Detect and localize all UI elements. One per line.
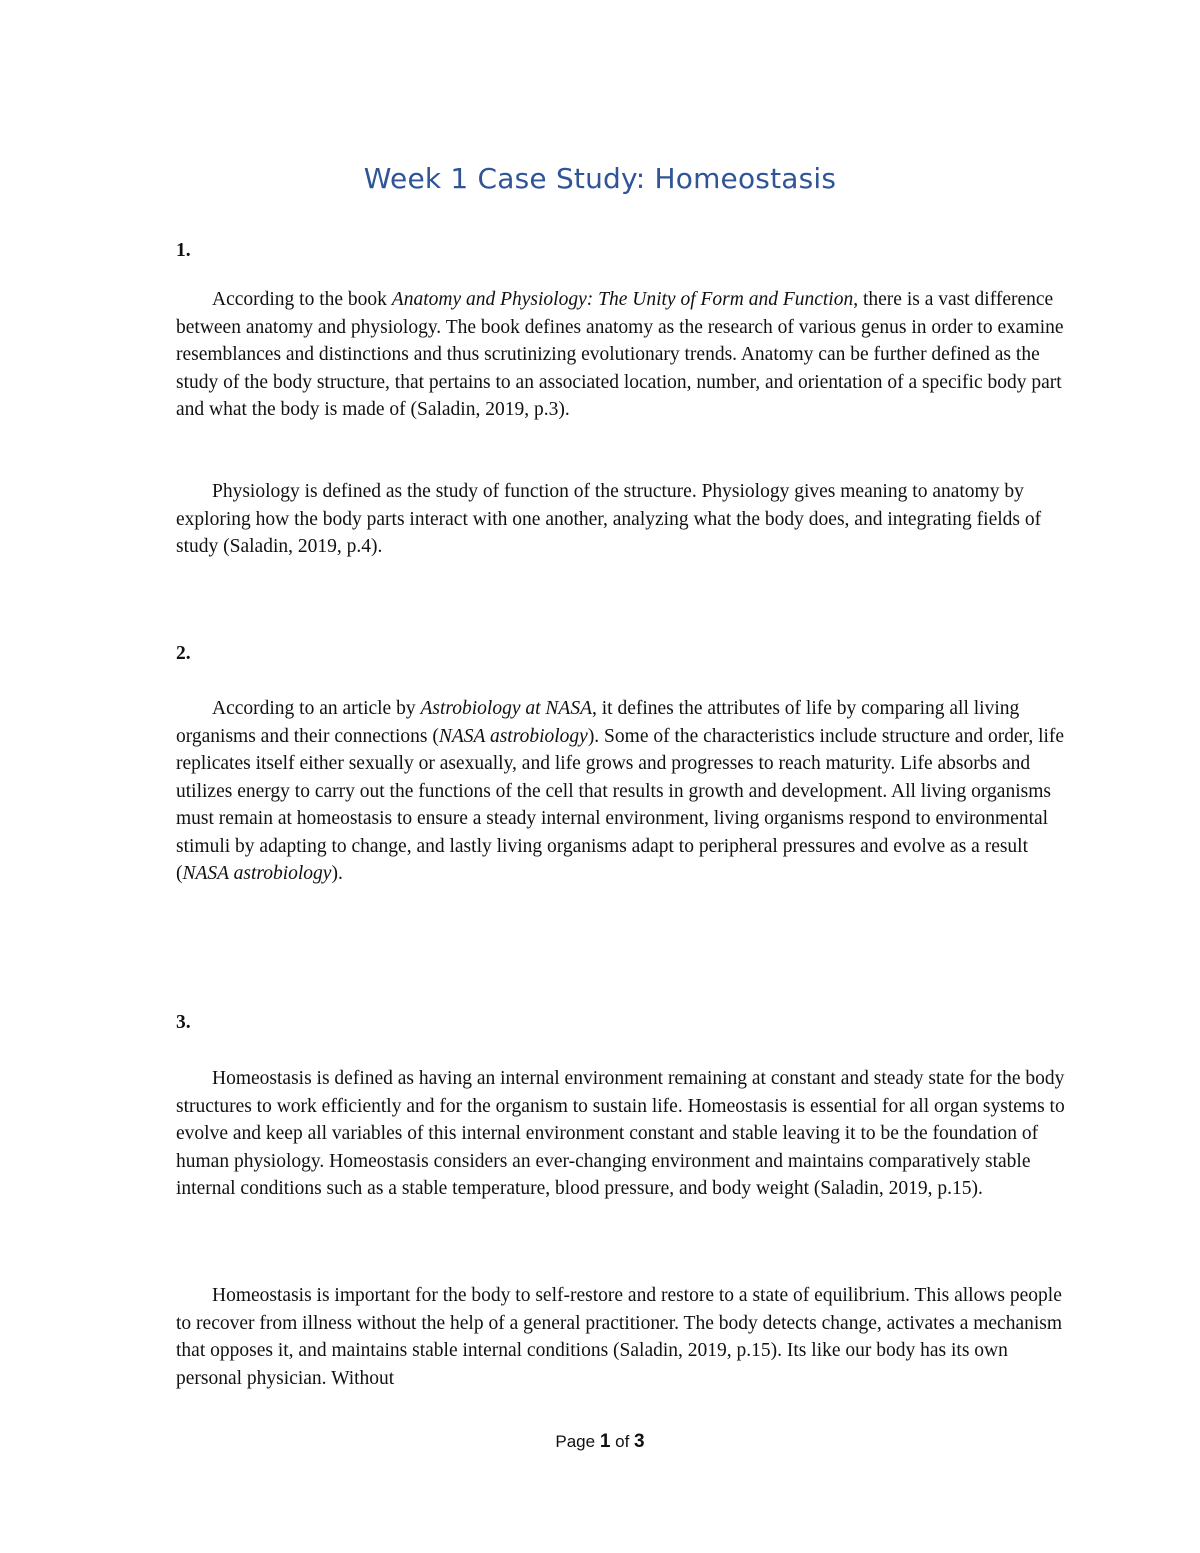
source-name-italic: Astrobiology at NASA <box>420 698 592 719</box>
paragraph-text: Homeostasis is important for the body to self-restore and restore to a state of equilibrium. This allows people to recover from illness without the help of a general practitioner. The body detects change, activates a mechanism that opposes it, and maintains stable internal conditions (Saladin, 2019, p.15). Its like our body has its own personal physician. Without <box>176 1285 1063 1389</box>
paragraph <box>176 1065 1066 1203</box>
current-page-number: 1 <box>599 1431 611 1452</box>
paragraph-text: ). <box>331 863 343 884</box>
document-title: Week 1 Case Study: Homeostasis <box>363 162 837 195</box>
citation-italic: NASA astrobiology <box>182 863 332 884</box>
paragraph <box>176 478 1066 561</box>
total-page-count: 3 <box>634 1431 645 1452</box>
section-number: 2. <box>176 643 191 664</box>
page-of-label: of <box>615 1432 630 1451</box>
paragraph-text: Physiology is defined as the study of function of the structure. Physiology gives meaning to anatomy by exploring how the body parts interact with one another, analyzing what the body does, and integrating fields of study (Saladin, 2019, p.4). <box>176 481 1042 557</box>
paragraph-text: Homeostasis is defined as having an internal environment remaining at constant and steady state for the body structures to work efficiently and for the organism to sustain life. Homeostasis is essential for all organ systems to evolve and keep all variables of this internal environment constant and stable leaving it to be the foundation of human physiology. Homeostasis considers an ever-changing environment and maintains comparatively stable internal conditions such as a stable temperature, blood pressure, and body weight (Saladin, 2019, p.15). <box>176 1068 1065 1199</box>
paragraph-text: ). Some of the characteristics include structure and order, life replicates itself either sexually or asexually, and life grows and progresses to reach maturity. Life absorbs and utilizes energy to carry out the functions of the cell that results in growth and development. All living organisms must remain at homeostasis to ensure a steady internal environment, living organisms respond to environmental stimuli by adapting to change, and lastly living organisms adapt to peripheral pressures and evolve as a result ( <box>176 725 1065 884</box>
paragraph <box>176 695 1066 888</box>
book-title-italic: Anatomy and Physiology: The Unity of Form and Function <box>391 289 854 310</box>
section-number: 1. <box>176 240 191 261</box>
page-label: Page <box>555 1432 596 1451</box>
paragraph <box>176 286 1066 424</box>
paragraph-text: According to an article by <box>212 698 421 719</box>
citation-italic: NASA astrobiology <box>438 725 588 747</box>
section-number: 3. <box>176 1012 191 1033</box>
paragraph <box>176 1282 1066 1392</box>
page-number-footer <box>0 1431 1200 1453</box>
paragraph-text: , it defines the attributes of life by comparing all living organisms and their connections ( <box>176 698 1020 747</box>
paragraph-text: According to the book <box>212 289 392 310</box>
paragraph-text: , there is a vast difference between anatomy and physiology. The book defines anatomy as the research of various genus in order to examine resemblances and distinctions and thus scrutinizing evolutionary trends. Anatomy can be further defined as the study of the body structure, that pertains to an associated location, number, and orientation of a specific body part and what the body is made of (Saladin, 2019, p.3). <box>176 289 1064 420</box>
